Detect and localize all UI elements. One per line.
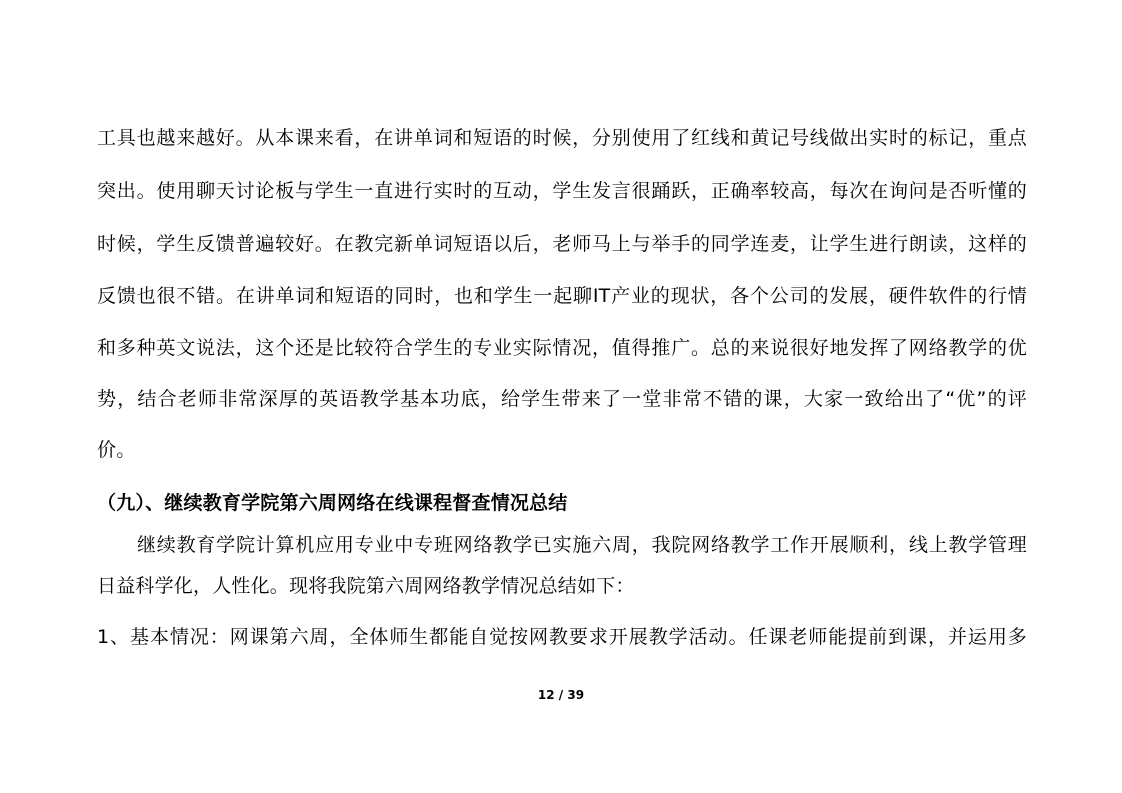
paragraph-1-line-3: 时候，学生反馈普遍较好。在教完新单词短语以后，老师马上与举手的同学连麦，让学生进行朗读，这样的 xyxy=(97,233,1027,255)
paragraph-1-line-1: 工具也越来越好。从本课来看，在讲单词和短语的时候，分别使用了红线和黄记号线做出实时的标记，重点 xyxy=(97,127,1027,149)
paragraph-3-line-1: 1、基本情况：网课第六周，全体师生都能自觉按网教要求开展教学活动。任课老师能提前到课，并运用多 xyxy=(97,626,1027,648)
page-number: 12 / 39 xyxy=(537,688,585,702)
section-heading: （九）、继续教育学院第六周网络在线课程督查情况总结 xyxy=(97,492,568,514)
paragraph-1-line-4: 反馈也很不错。在讲单词和短语的同时，也和学生一起聊IT产业的现状，各个公司的发展，硬件软件的行情 xyxy=(97,285,1027,307)
paragraph-2-line-2: 日益科学化，人性化。现将我院第六周网络教学情况总结如下： xyxy=(97,575,635,597)
paragraph-1-line-2: 突出。使用聊天讨论板与学生一直进行实时的互动，学生发言很踊跃，正确率较高，每次在询问是否听懂的 xyxy=(97,180,1027,202)
paragraph-2-line-1: 继续教育学院计算机应用专业中专班网络教学已实施六周，我院网络教学工作开展顺利，线上教学管理 xyxy=(137,534,1027,556)
paragraph-1-line-5: 和多种英文说法，这个还是比较符合学生的专业实际情况，值得推广。总的来说很好地发挥了网络教学的优 xyxy=(97,337,1027,359)
paragraph-1-line-7: 价。 xyxy=(97,439,136,461)
paragraph-1-line-6: 势，结合老师非常深厚的英语教学基本功底，给学生带来了一堂非常不错的课，大家一致给出了“优”的评 xyxy=(97,388,1027,410)
